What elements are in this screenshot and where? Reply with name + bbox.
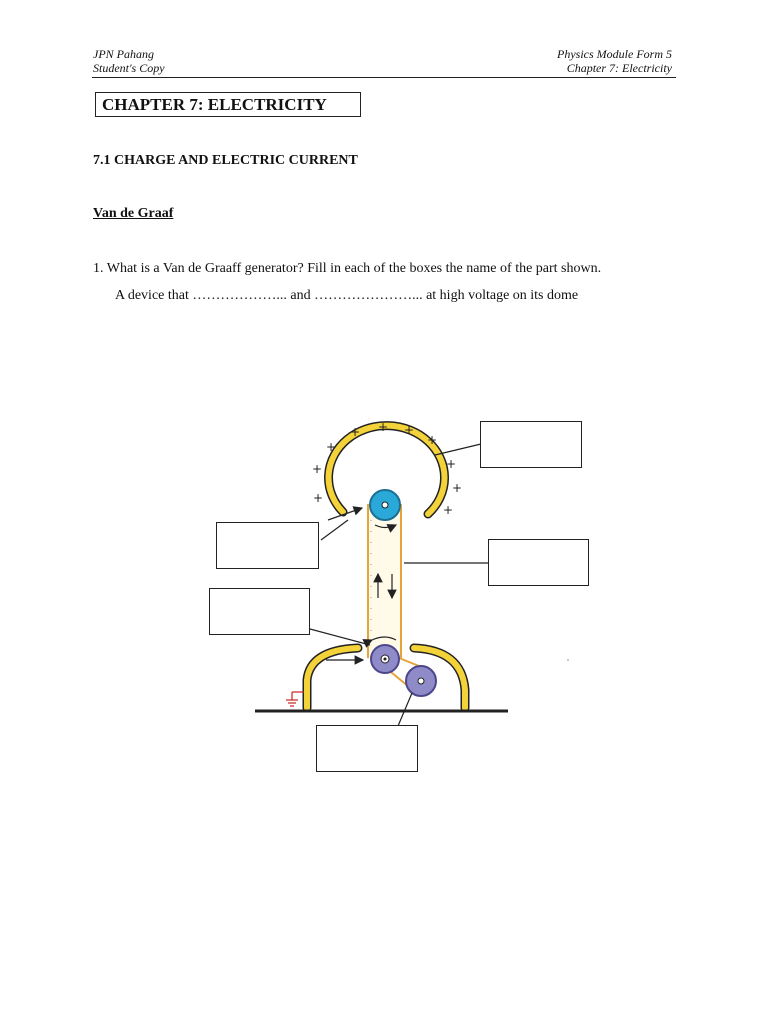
header-chapter: Chapter 7: Electricity <box>566 61 672 75</box>
subsection-title: Van de Graaf <box>93 206 174 221</box>
charge-plus: + <box>446 457 457 471</box>
charge-plus: + <box>350 425 361 439</box>
section-title: 7.1 CHARGE AND ELECTRIC CURRENT <box>93 153 358 168</box>
charge-plus: + <box>443 503 454 517</box>
header-module: Physics Module Form 5 <box>557 47 672 61</box>
charge-plus: + <box>312 462 323 476</box>
header-school: JPN Pahang <box>93 47 154 61</box>
label-box-upper-comb[interactable] <box>216 522 319 569</box>
charge-plus: + <box>427 433 438 447</box>
base-shell-left <box>307 648 358 708</box>
label-box-dome[interactable] <box>480 421 582 468</box>
header-copy-type: Student's Copy <box>93 61 165 75</box>
charge-plus: + <box>404 423 415 437</box>
answer-line: A device that ………………... and …………………... at high voltage on its dome <box>115 288 579 303</box>
earth-symbol <box>286 692 304 706</box>
chapter-title: CHAPTER 7: ELECTRICITY <box>95 92 361 117</box>
question-text: 1. What is a Van de Graaff generator? Fill in each of the boxes the name of the part shown. <box>93 261 602 276</box>
charge-plus: + <box>313 491 324 505</box>
label-box-belt[interactable] <box>488 539 589 586</box>
charge-plus: + <box>452 481 463 495</box>
label-box-motor[interactable] <box>316 725 418 772</box>
charge-plus: + <box>378 420 389 434</box>
label-box-lower-comb[interactable] <box>209 588 310 635</box>
charge-plus: + <box>326 440 337 454</box>
